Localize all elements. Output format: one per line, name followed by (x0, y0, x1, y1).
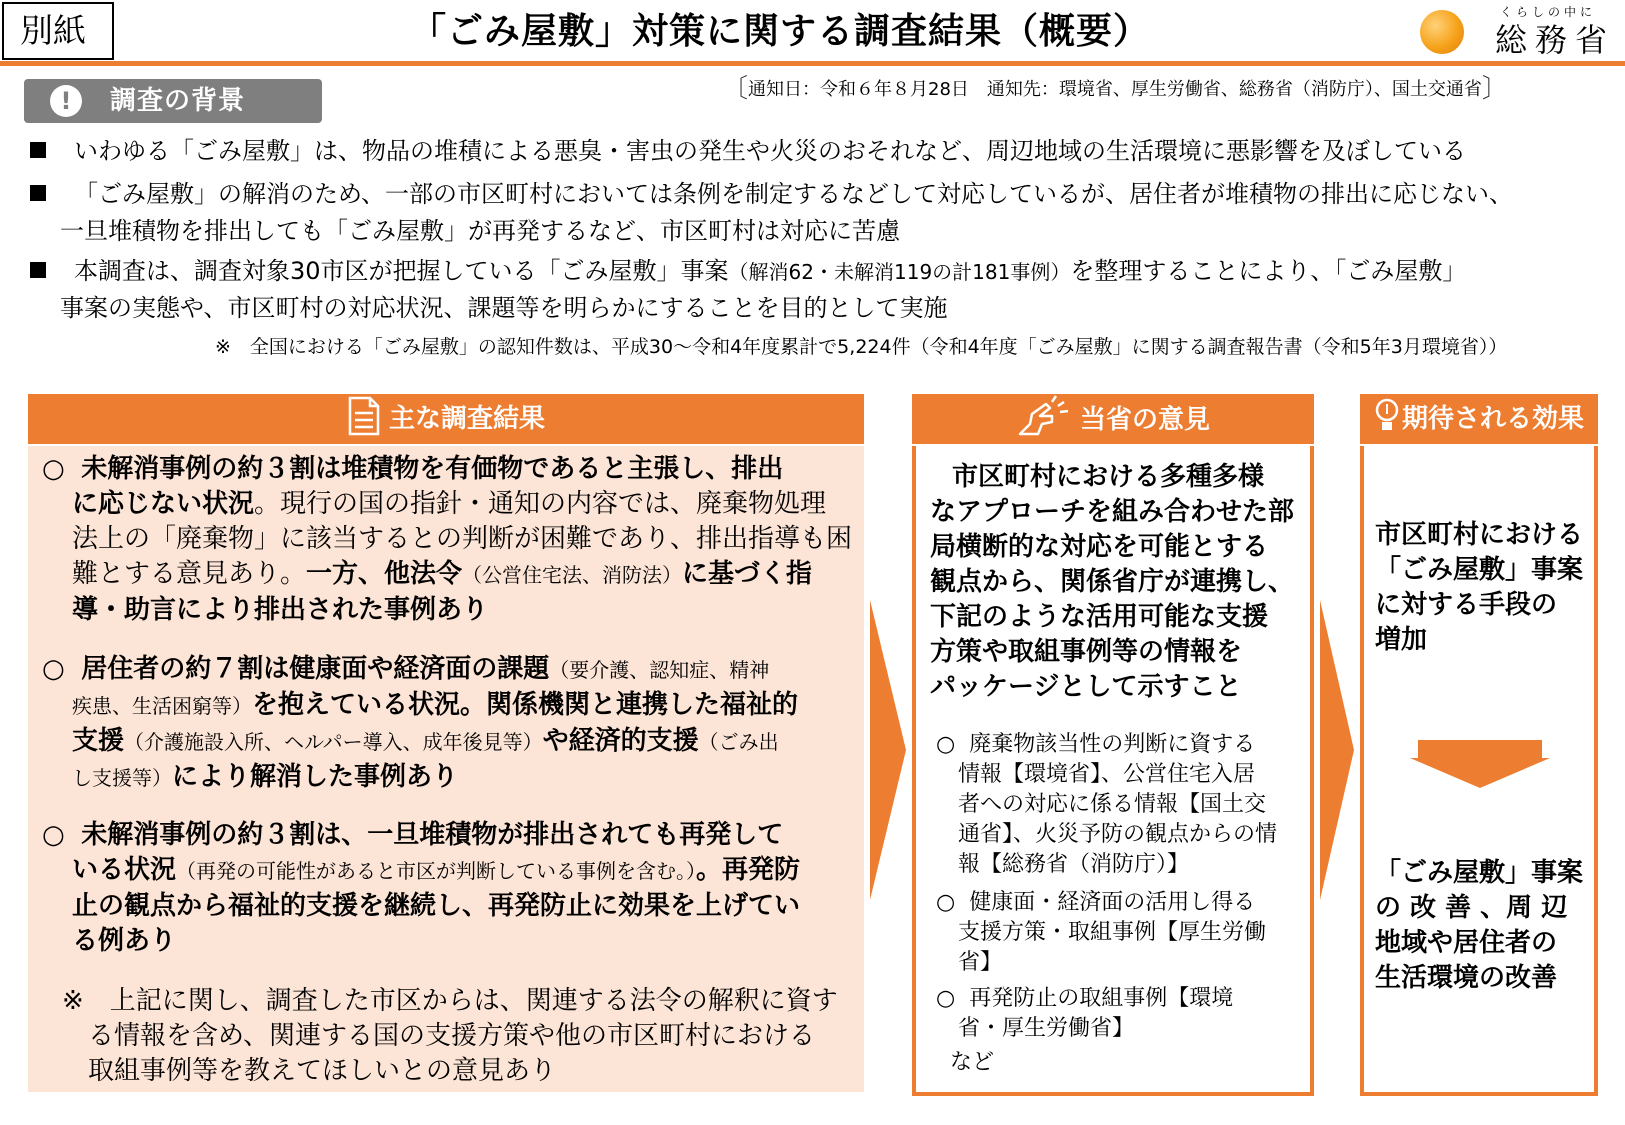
bullet-text: いわゆる「ごみ屋敷」は、物品の堆積による悪臭・害虫の発生や火災のおそれなど、周辺地域の生活環境に悪影響を及ぼしている (74, 137, 1466, 165)
opinion-item-text: 健康面・経済面の活用し得る (969, 890, 1256, 915)
background-bullet-3-cont: 事案の実態や、市区町村の対応状況、課題等を明らかにすることを目的として実施 (60, 294, 948, 322)
background-bullet-3 (30, 253, 1620, 291)
bullet-text-small: （解消62・未解消119の計181事例） (728, 260, 1071, 284)
opinion-item-text: 者への対応に係る情報【国土交 (958, 792, 1267, 817)
result-item-1 (42, 452, 862, 628)
circle-bullet-icon: ○ (42, 654, 65, 684)
lightbulb-icon (1374, 396, 1400, 436)
result-text: 難とする意見あり。 (72, 559, 307, 589)
result-text: 支援 (72, 726, 125, 756)
result-text: 一方、他法令 (306, 559, 463, 589)
bullet-text: を整理することにより、「ごみ屋敷」 (1070, 257, 1467, 285)
result-text: 。現行の国の指針・通知の内容では、廃棄物処理 (254, 489, 827, 519)
document-icon (347, 396, 381, 436)
opinion-item-text: 再発防止の取組事例【環境 (969, 986, 1234, 1011)
result-text-small: し支援等） (72, 766, 172, 790)
result-text: る例あり (72, 926, 177, 956)
opinion-text: 方策や取組事例等の情報を (930, 637, 1243, 667)
exclamation-icon: ! (50, 85, 82, 117)
effect-text: の 改 善 、周 辺 (1375, 893, 1568, 923)
logo-ministry-name: 総務省 (1495, 21, 1616, 59)
background-bullet-1 (30, 133, 1610, 170)
effects-header (1360, 394, 1598, 444)
result-text: に基づく指 (682, 559, 813, 589)
result-text: を抱えている状況。関係機関と連携した福祉的 (252, 690, 799, 720)
logo-sun-icon (1420, 10, 1464, 54)
opinion-item-text: 省・厚生労働省】 (958, 1016, 1135, 1041)
opinion-item-text: 支援方策・取組事例【厚生労働 (958, 920, 1267, 945)
result-item-2 (42, 652, 862, 796)
result-text: により解消した事例あり (172, 762, 459, 792)
logo-tagline: くらしの中に (1500, 5, 1597, 19)
result-text-small: （公営住宅法、消防法） (462, 563, 683, 587)
opinion-text: 観点から、関係省庁が連携し、 (930, 567, 1295, 597)
effects-top (1375, 518, 1595, 658)
opinion-item-text: 情報【環境省】、公営住宅入居 (958, 762, 1256, 787)
circle-bullet-icon: ○ (936, 890, 956, 915)
effects-bottom (1375, 856, 1595, 996)
result-text-small: （再発の可能性があると市区が判断している事例を含む。） (176, 859, 697, 883)
effect-text: 地域や居住者の (1375, 928, 1558, 958)
notice-text: 通知日：令和６年８月28日 通知先：環境省、厚生労働省、総務省（消防庁）、国土交通省 (748, 79, 1482, 100)
notice-line (722, 72, 1622, 107)
background-note: ※ 全国における「ごみ屋敷」の認知件数は、平成30～令和4年度累計で5,224件（令和4年度「ごみ屋敷」に関する調査報告書（令和5年3月環境省）） (215, 336, 1508, 358)
arrow-down-icon (1410, 740, 1550, 788)
square-bullet-icon (30, 185, 46, 201)
opinion-item-text: 廃棄物該当性の判断に資する (969, 732, 1256, 757)
arrow-right-icon (870, 600, 908, 900)
circle-bullet-icon: ○ (42, 820, 65, 850)
result-text: や経済的支援 (542, 726, 699, 756)
square-bullet-icon (30, 262, 46, 278)
result-item-3 (42, 818, 862, 959)
result-text: 未解消事例の約３割は堆積物を有価物であると主張し、排出 (81, 454, 784, 484)
result-text-small: （介護施設入所、ヘルパー導入、成年後見等） (124, 730, 543, 754)
result-text-small: （要介護、認知症、精神 (549, 658, 770, 682)
result-text: 居住者の約７割は健康面や経済面の課題 (81, 654, 550, 684)
opinion-main (930, 460, 1314, 705)
pointing-hand-icon (1016, 394, 1070, 438)
opinion-item-3 (936, 984, 1310, 1044)
bullet-text: 「ごみ屋敷」の解消のため、一部の市区町村においては条例を制定するなどして対応しているが、居住者が堆積物の排出に応じない、 (74, 180, 1514, 208)
result-text: 法上の「廃棄物」に該当するとの判断が困難であり、排出指導も困 (72, 524, 853, 554)
bullet-text: 本調査は、調査対象30市区が把握している「ごみ屋敷」事案 (74, 257, 729, 285)
opinion-text: パッケージとして示すこと (930, 672, 1242, 702)
circle-bullet-icon: ○ (936, 732, 956, 757)
effect-text: に対する手段の (1375, 590, 1558, 620)
opinion-text: 局横断的な対応を可能とする (930, 532, 1269, 562)
circle-bullet-icon: ○ (42, 454, 65, 484)
background-bullet-2-cont: 一旦堆積物を排出しても「ごみ屋敷」が再発するなど、市区町村は対応に苦慮 (60, 217, 900, 245)
note-text: る情報を含め、関連する国の支援方策や他の市区町村における (88, 1021, 815, 1051)
opinion-item-2 (936, 888, 1310, 978)
results-heading: 主な調査結果 (388, 404, 545, 434)
arrow-right-icon (1320, 600, 1356, 900)
background-bullet-2 (30, 176, 1610, 213)
opinion-item-text: 通省】、火災予防の観点からの情 (958, 822, 1278, 847)
result-text: 止の観点から福祉的支援を継続し、再発防止に効果を上げてい (72, 891, 801, 921)
results-note (62, 984, 862, 1089)
result-text-small: 疾患、生活困窮等） (72, 694, 252, 718)
opinion-text: 下記のような活用可能な支援 (930, 602, 1269, 632)
page-title: 「ごみ屋敷」対策に関する調査結果（概要） (409, 11, 1150, 52)
header-rule (0, 61, 1625, 66)
background-heading: 調査の背景 (110, 86, 246, 116)
effect-text: 市区町村における (1375, 520, 1584, 550)
results-header (28, 394, 864, 444)
note-text: 取組事例等を教えてほしいとの意見あり (88, 1056, 557, 1086)
opinion-item-1 (936, 730, 1310, 880)
opinion-item-text: 省】 (958, 950, 1003, 975)
effect-text: 「ごみ屋敷」事案 (1375, 858, 1584, 888)
result-text-small: （ごみ出 (698, 730, 779, 754)
effect-text: 増加 (1375, 625, 1428, 655)
effect-text: 「ごみ屋敷」事案 (1375, 555, 1584, 585)
bracket-open-icon: 〔 (722, 74, 749, 104)
effect-text: 生活環境の改善 (1375, 963, 1558, 993)
opinion-item-text: 報【総務省（消防庁）】 (958, 852, 1190, 877)
opinion-text: 市区町村における多種多様 (952, 462, 1265, 492)
note-text: ※ 上記に関し、調査した市区からは、関連する法令の解釈に資す (62, 986, 838, 1016)
square-bullet-icon (30, 142, 46, 158)
opinion-heading: 当省の意見 (1079, 405, 1210, 435)
effects-heading: 期待される効果 (1401, 404, 1584, 434)
result-text: いる状況 (72, 855, 177, 885)
appendix-label: 別紙 (2, 2, 114, 60)
opinion-header (912, 394, 1314, 444)
result-text: 導・助言により排出された事例あり (72, 595, 489, 625)
result-text: 未解消事例の約３割は、一旦堆積物が排出されても再発して (81, 820, 784, 850)
result-text: 。再発防 (696, 855, 801, 885)
opinion-etc: など (950, 1050, 995, 1075)
opinion-text: なアプローチを組み合わせた部 (930, 497, 1295, 527)
bracket-close-icon: 〕 (1481, 74, 1508, 104)
circle-bullet-icon: ○ (936, 986, 956, 1011)
result-text: に応じない状況 (72, 489, 255, 519)
